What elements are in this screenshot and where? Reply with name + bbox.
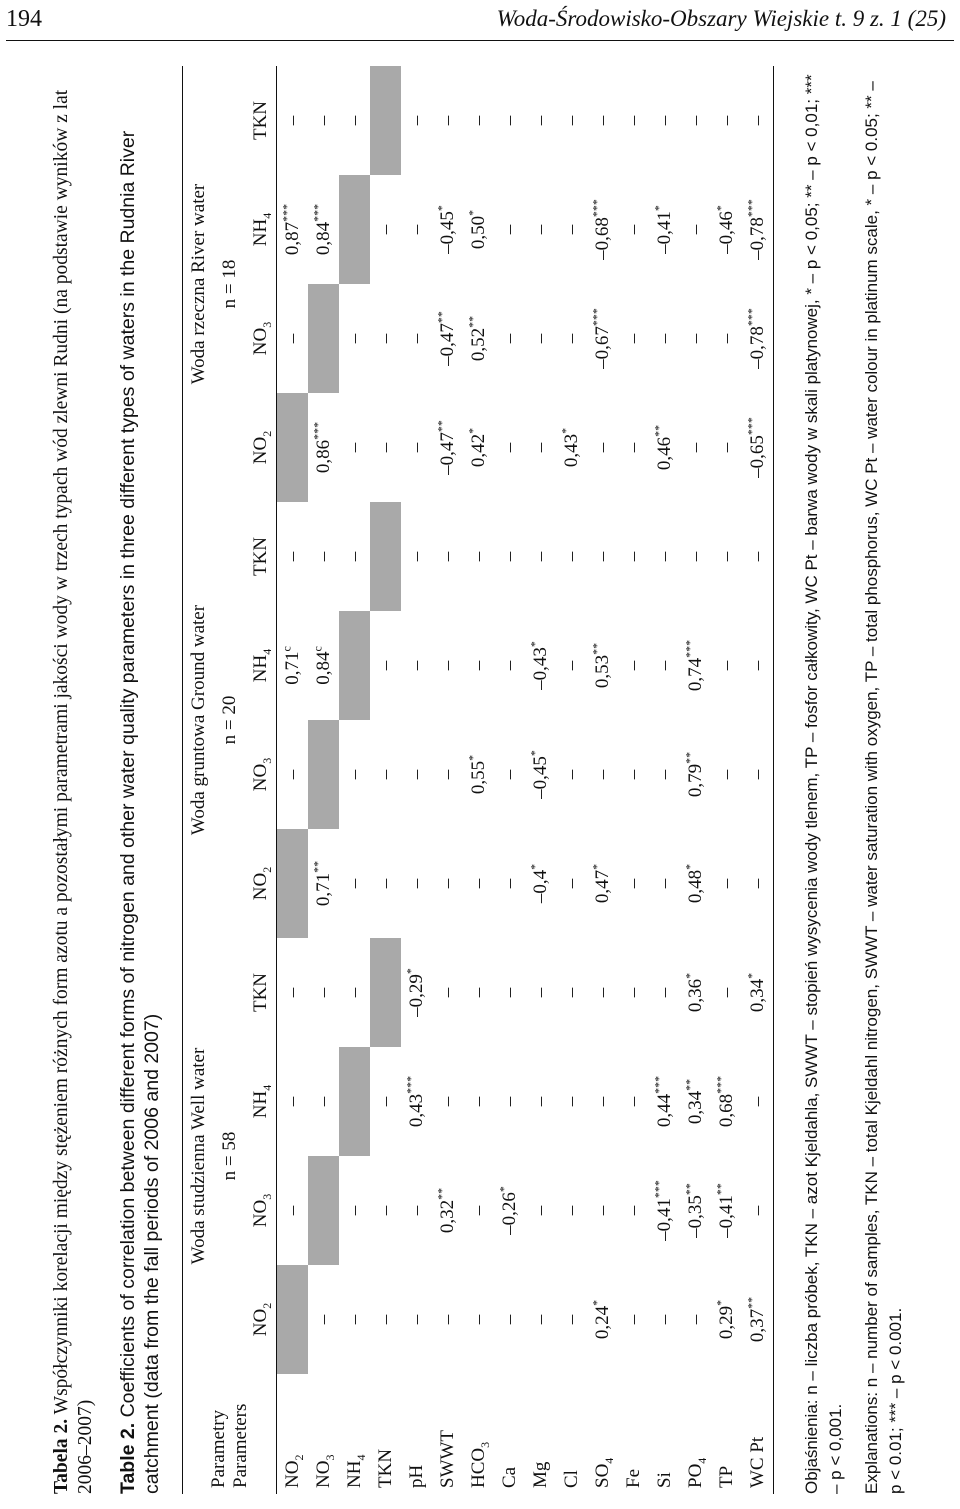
correlation-cell: –: [498, 987, 520, 998]
group-header-pl: Woda studzienna: [187, 1134, 209, 1265]
table-row: [463, 66, 494, 1494]
correlation-cell: –: [436, 987, 458, 998]
correlation-cell: –0,41***: [651, 1180, 675, 1241]
diagonal-cell: [370, 66, 401, 175]
correlation-cell: –: [529, 1096, 551, 1107]
correlation-cell: –: [467, 1205, 489, 1216]
correlation-cell: –: [312, 551, 334, 562]
row-parameter: $NO_3$: [312, 1454, 337, 1488]
correlation-cell: –: [343, 442, 365, 453]
correlation-cell: –: [742, 1156, 774, 1265]
correlation-cell: –: [405, 551, 427, 562]
correlation-cell: 0,47*: [589, 863, 613, 904]
correlation-cell: –: [653, 333, 675, 344]
correlation-cell: 0,87***: [279, 203, 303, 256]
correlation-cell: 0,55*: [465, 754, 489, 795]
correlation-cell: –: [715, 442, 737, 453]
subheader-nh4: $NH_4$: [245, 175, 277, 284]
correlation-cell: –: [343, 987, 365, 998]
correlation-cell: 0,29*: [713, 1299, 737, 1340]
correlation-cell: 0,68***: [713, 1075, 737, 1128]
table-row: [339, 66, 370, 1494]
diagonal-cell: [370, 938, 401, 1047]
correlation-cell: –: [622, 1205, 644, 1216]
correlation-cell: 0,42*: [465, 427, 489, 468]
correlation-cell: –: [467, 878, 489, 889]
correlation-cell: –: [467, 551, 489, 562]
diagonal-cell: [308, 1156, 339, 1265]
subheader-nh4: $NH_4$: [245, 1047, 277, 1156]
table-row: [742, 66, 774, 1494]
group-header-pl: Woda gruntowa: [187, 714, 209, 836]
correlation-cell: –: [529, 115, 551, 126]
correlation-cell: –: [498, 1314, 520, 1325]
caption-english-label: Table 2.: [117, 1422, 139, 1494]
correlation-cell: –: [281, 115, 303, 126]
correlation-cell: –: [312, 115, 334, 126]
caption-english-text: Coefficients of correlation between different forms of nitrogen and other water quality parameters in three different types of waters in the Rudnia River catchment (data from the fall periods of 2006 and 2007): [117, 130, 163, 1494]
correlation-cell: –: [653, 878, 675, 889]
correlation-cell: 0,48*: [682, 863, 706, 904]
correlation-cell: –: [622, 987, 644, 998]
correlation-cell: 0,84$^c$: [310, 646, 334, 685]
correlation-cell: –: [622, 442, 644, 453]
correlation-cell: –: [529, 987, 551, 998]
header-rule: [6, 40, 954, 41]
correlation-cell: –: [742, 611, 774, 720]
row-parameter: $HCO_3$: [467, 1441, 492, 1488]
correlation-cell: 0,53**: [589, 642, 613, 689]
correlation-cell: –0,78***: [742, 284, 774, 393]
correlation-cell: –: [498, 333, 520, 344]
correlation-cell: –: [742, 66, 774, 175]
explanations-polish: Objaśnienia: n – liczba próbek, TKN – azot Kjeldahla, SWWT – stopień wysycenia wody tlenem, TP – fosfor całkowity, WC Pt – barwa wody w skali platynowej, * – p < 0,05; ** – p < 0,01; *** – p < 0,001.: [802, 74, 845, 1494]
correlation-cell: –: [622, 333, 644, 344]
correlation-cell: –: [560, 115, 582, 126]
correlation-cell: –: [405, 115, 427, 126]
table-row: [401, 66, 432, 1494]
correlation-cell: –: [343, 1205, 365, 1216]
correlation-cell: 0,34**: [682, 1078, 706, 1125]
correlation-cell: –: [653, 987, 675, 998]
diagonal-cell: [339, 1047, 370, 1156]
row-parameter: TP: [715, 1465, 737, 1488]
correlation-cell: –: [374, 660, 396, 671]
correlation-cell: –: [405, 769, 427, 780]
correlation-cell: –: [436, 115, 458, 126]
correlation-cell: –: [715, 660, 737, 671]
row-parameter: TKN: [374, 1448, 396, 1488]
correlation-cell: –: [684, 551, 706, 562]
correlation-cell: –0,35**: [682, 1183, 706, 1238]
correlation-cell: –: [436, 878, 458, 889]
row-parameter: Ca: [498, 1466, 520, 1488]
correlation-cell: –: [560, 878, 582, 889]
parameters-header-pl: Parametry: [207, 1409, 229, 1488]
correlation-cell: –: [591, 987, 613, 998]
diagonal-cell: [277, 1265, 309, 1374]
correlation-cell: –: [560, 551, 582, 562]
caption-polish: [50, 74, 98, 1494]
correlation-cell: –: [622, 1096, 644, 1107]
sample-count-0: n = 58: [218, 1131, 240, 1181]
correlation-cell: –: [405, 224, 427, 235]
correlation-cell: –: [653, 769, 675, 780]
correlation-cell: 0,43*: [558, 427, 582, 468]
journal-title: Woda-Środowisko-Obszary Wiejskie t. 9 z. 1 (25): [496, 6, 946, 31]
sample-count-1: n = 20: [218, 695, 240, 745]
correlation-cell: –: [622, 878, 644, 889]
row-parameter: Mg: [529, 1461, 551, 1488]
correlation-cell: –: [374, 1096, 396, 1107]
table-row: [556, 66, 587, 1494]
table-row: [370, 66, 401, 1494]
correlation-cell: –: [281, 1096, 303, 1107]
table-row: [680, 66, 711, 1494]
correlation-cell: –: [343, 333, 365, 344]
subheader-no3: $NO_3$: [245, 1156, 277, 1265]
subheader-tkn: TKN: [245, 502, 277, 611]
correlation-cell: –: [622, 769, 644, 780]
correlation-cell: –: [281, 551, 303, 562]
diagonal-cell: [277, 393, 309, 502]
correlation-cell: 0,79**: [682, 751, 706, 798]
correlation-cell: –0,47**: [434, 311, 458, 366]
correlation-cell: –: [498, 660, 520, 671]
subheader-no2: $NO_2$: [245, 829, 277, 938]
correlation-cell: –: [715, 333, 737, 344]
row-parameter: Cl: [560, 1470, 582, 1488]
correlation-cell: –: [591, 769, 613, 780]
correlation-cell: –: [281, 769, 303, 780]
correlation-cell: 0,32**: [434, 1187, 458, 1234]
correlation-cell: 0,34*: [742, 938, 774, 1047]
correlation-cell: –: [312, 1314, 334, 1325]
correlation-cell: –: [467, 1314, 489, 1325]
running-header: [0, 0, 960, 42]
correlation-cell: –0,45*: [434, 205, 458, 254]
table-row: [587, 66, 618, 1494]
correlation-cell: –: [622, 224, 644, 235]
correlation-cell: –: [312, 1096, 334, 1107]
correlation-cell: –: [498, 1096, 520, 1107]
parameters-header-en: Parameters: [229, 1403, 251, 1488]
subheader-no3: $NO_3$: [245, 284, 277, 393]
correlation-cell: –: [405, 442, 427, 453]
correlation-cell: –: [498, 224, 520, 235]
sample-count-2: n = 18: [218, 259, 240, 309]
correlation-cell: –: [715, 987, 737, 998]
correlation-cell: –: [343, 769, 365, 780]
correlation-cell: –: [436, 769, 458, 780]
correlation-cell: –: [742, 1047, 774, 1156]
correlation-cell: –: [684, 442, 706, 453]
correlation-cell: –0,67***: [589, 308, 613, 369]
correlation-cell: –0,45*: [527, 750, 551, 799]
row-parameter: $SO_4$: [591, 1457, 616, 1488]
table-row: [618, 66, 649, 1494]
correlation-cell: –: [715, 769, 737, 780]
correlation-cell: –: [343, 878, 365, 889]
correlation-cell: –: [498, 115, 520, 126]
correlation-cell: 0,37**: [742, 1265, 774, 1374]
correlation-cell: –: [715, 878, 737, 889]
group-header-en: Well water: [187, 1047, 209, 1135]
correlation-cell: –: [374, 1314, 396, 1325]
correlation-cell: –: [715, 115, 737, 126]
correlation-cell: –: [436, 551, 458, 562]
row-parameter: Si: [653, 1472, 675, 1488]
correlation-cell: –0,78***: [742, 175, 774, 284]
correlation-cell: 0,43***: [403, 1075, 427, 1128]
correlation-cell: –: [374, 1205, 396, 1216]
diagonal-cell: [370, 502, 401, 611]
group-header-en: Ground water: [187, 604, 209, 715]
correlation-cell: 0,71**: [310, 860, 334, 907]
table-row: [308, 66, 339, 1494]
correlation-cell: –: [405, 333, 427, 344]
correlation-cell: –: [498, 442, 520, 453]
correlation-cell: –: [312, 987, 334, 998]
correlation-cell: 0,86***: [310, 421, 334, 474]
correlation-cell: –: [591, 442, 613, 453]
correlation-cell: –: [560, 224, 582, 235]
correlation-cell: –: [591, 551, 613, 562]
correlation-cell: 0,50*: [465, 209, 489, 250]
correlation-cell: –: [498, 551, 520, 562]
correlation-cell: –: [529, 551, 551, 562]
parameters-header: [183, 1374, 277, 1494]
diagonal-cell: [339, 175, 370, 284]
correlation-cell: –: [343, 1314, 365, 1325]
correlation-cell: –: [653, 1314, 675, 1325]
correlation-cell: –: [281, 987, 303, 998]
correlation-cell: –: [436, 1314, 458, 1325]
diagonal-cell: [339, 611, 370, 720]
diagonal-cell: [308, 284, 339, 393]
correlation-cell: –: [374, 878, 396, 889]
rotated-page-content: [20, 65, 940, 1500]
correlation-cell: –0,41**: [713, 1183, 737, 1238]
correlation-cell: –: [374, 769, 396, 780]
correlation-cell: –: [591, 1096, 613, 1107]
diagonal-cell: [277, 829, 309, 938]
page-number: 194: [6, 6, 42, 32]
correlation-cell: –: [436, 1096, 458, 1107]
correlation-cell: –: [467, 660, 489, 671]
group-header-en: River water: [187, 183, 209, 278]
correlation-cell: –0,41*: [651, 205, 675, 254]
correlation-cell: –: [529, 442, 551, 453]
correlation-cell: –: [742, 502, 774, 611]
correlation-cell: –: [684, 115, 706, 126]
correlation-cell: –: [343, 551, 365, 562]
correlation-cell: –0,29*: [403, 968, 427, 1017]
caption-polish-label: Tabela 2.: [51, 1418, 72, 1494]
correlation-cell: –: [374, 333, 396, 344]
correlation-cell: –: [653, 551, 675, 562]
correlation-cell: –: [529, 333, 551, 344]
row-parameter: $NO_2$: [281, 1454, 306, 1488]
diagonal-cell: [308, 720, 339, 829]
correlation-cell: 0,24*: [589, 1299, 613, 1340]
group-header-1: [183, 502, 215, 938]
correlation-cell: –: [467, 987, 489, 998]
correlation-cell: –: [405, 1205, 427, 1216]
correlation-cell: –: [281, 333, 303, 344]
correlation-cell: –: [560, 1314, 582, 1325]
caption-polish-text: Współczynniki korelacji między stężeniem różnych form azotu a pozostałymi parametrami jakości wody w trzech typach wód zlewni Rudni (na podstawie wyników z lat 2006–2007): [51, 89, 96, 1494]
group-header-pl: Woda rzeczna: [187, 277, 209, 385]
correlation-cell: –: [405, 878, 427, 889]
correlation-cell: –: [591, 115, 613, 126]
row-parameter: $PO_4$: [684, 1457, 709, 1488]
correlation-cell: –: [715, 551, 737, 562]
correlation-cell: –: [343, 115, 365, 126]
correlation-cell: –0,65***: [742, 393, 774, 502]
correlation-cell: –: [529, 1205, 551, 1216]
correlation-cell: –: [653, 660, 675, 671]
correlation-cell: 0,52**: [465, 315, 489, 362]
table-row: [649, 66, 680, 1494]
correlation-cell: –: [560, 769, 582, 780]
correlation-cell: –: [467, 115, 489, 126]
correlation-cell: –0,46*: [713, 205, 737, 254]
group-header-0: [183, 938, 215, 1374]
correlation-cell: –: [529, 224, 551, 235]
correlation-cell: –: [374, 442, 396, 453]
correlation-cell: –: [622, 115, 644, 126]
correlation-cell: –: [560, 1096, 582, 1107]
row-parameter: $NH_4$: [343, 1454, 368, 1488]
correlation-cell: 0,36*: [682, 972, 706, 1013]
row-parameter: SWWT: [436, 1429, 458, 1488]
correlation-cell: –0,26*: [496, 1186, 520, 1235]
correlation-cell: 0,84***: [310, 203, 334, 256]
correlation-cell: –0,4*: [527, 863, 551, 904]
row-parameter: pH: [405, 1464, 427, 1488]
correlation-cell: –: [281, 1205, 303, 1216]
explanations-english: Explanations: n – number of samples, TKN – total Kjeldahl nitrogen, SWWT – water saturation with oxygen, TP – total phosphorus, WC Pt – water colour in platinum scale, * – p < 0.05; ** – p < 0.01; *** – p < 0.001.: [862, 81, 905, 1494]
correlation-cell: –: [560, 1205, 582, 1216]
correlation-cell: –: [374, 224, 396, 235]
correlation-cell: –: [498, 878, 520, 889]
subheader-no2: $NO_2$: [245, 1265, 277, 1374]
correlation-cell: –: [405, 660, 427, 671]
row-parameter: WC Pt: [742, 1374, 774, 1494]
table-row: [711, 66, 742, 1494]
correlation-cell: 0,44***: [651, 1075, 675, 1128]
correlation-cell: –: [684, 333, 706, 344]
correlation-cell: –: [467, 1096, 489, 1107]
subheader-tkn: TKN: [245, 66, 277, 175]
correlation-cell: –: [653, 115, 675, 126]
correlation-cell: –: [591, 1205, 613, 1216]
correlation-cell: –: [622, 660, 644, 671]
subheader-no3: $NO_3$: [245, 720, 277, 829]
correlation-cell: –: [436, 660, 458, 671]
group-header-2: [183, 66, 215, 502]
correlation-cell: –: [684, 224, 706, 235]
subheader-nh4: $NH_4$: [245, 611, 277, 720]
table-row: [432, 66, 463, 1494]
subheader-no2: $NO_2$: [245, 393, 277, 502]
correlation-cell: 0,71$^c$: [279, 646, 303, 685]
correlation-cell: –: [498, 769, 520, 780]
correlation-cell: –0,43*: [527, 641, 551, 690]
row-parameter: Fe: [622, 1469, 644, 1488]
correlation-cell: –: [529, 1314, 551, 1325]
correlation-cell: –: [560, 660, 582, 671]
correlation-table: [182, 66, 774, 1494]
correlation-cell: –0,47**: [434, 420, 458, 475]
correlation-cell: –: [684, 1314, 706, 1325]
table-row: [525, 66, 556, 1494]
correlation-cell: –: [622, 551, 644, 562]
correlation-cell: –: [560, 987, 582, 998]
correlation-cell: 0,46**: [651, 424, 675, 471]
correlation-cell: –: [560, 333, 582, 344]
table-row: [494, 66, 525, 1494]
table-row: [277, 66, 309, 1494]
correlation-cell: –0,68***: [589, 199, 613, 260]
correlation-cell: –: [622, 1314, 644, 1325]
correlation-cell: –: [742, 829, 774, 938]
correlation-cell: –: [405, 1314, 427, 1325]
correlation-cell: 0,74***: [682, 639, 706, 692]
caption-english: [116, 74, 164, 1494]
subheader-tkn: TKN: [245, 938, 277, 1047]
correlation-cell: –: [742, 720, 774, 829]
